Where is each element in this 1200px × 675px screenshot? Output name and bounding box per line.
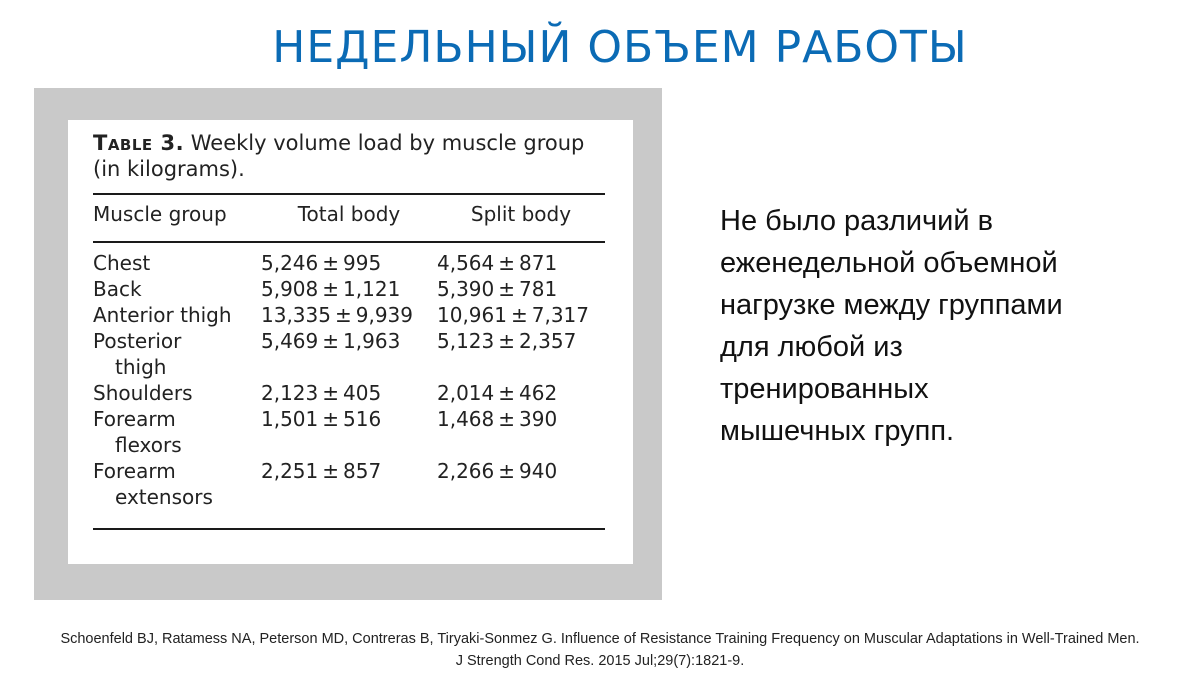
muscle-group-name: Chest xyxy=(93,251,151,275)
total-body-cell xyxy=(261,276,437,302)
plus-minus-symbol: ± xyxy=(322,459,340,483)
split-body-sd: 2,357 xyxy=(519,329,577,353)
total-body-cell xyxy=(261,406,437,458)
table-row xyxy=(93,234,605,276)
muscle-group-name-continued: thigh xyxy=(115,355,167,379)
conclusion-line: тренированных xyxy=(720,373,929,405)
muscle-group-cell xyxy=(93,406,261,458)
plus-minus-symbol: ± xyxy=(510,303,528,327)
split-body-mean: 5,390 xyxy=(437,277,495,301)
plus-minus-symbol: ± xyxy=(498,459,516,483)
total-body-mean: 5,908 xyxy=(261,277,319,301)
muscle-group-name: Posterior xyxy=(93,329,182,353)
table-row xyxy=(93,328,605,380)
split-body-cell xyxy=(437,380,605,406)
table-header-row xyxy=(93,202,605,234)
split-body-mean: 10,961 xyxy=(437,303,507,327)
total-body-mean: 5,469 xyxy=(261,329,319,353)
muscle-group-name: Forearm xyxy=(93,459,176,483)
header-total-body: Total body xyxy=(297,202,401,226)
split-body-sd: 871 xyxy=(519,251,558,275)
total-body-mean: 2,251 xyxy=(261,459,319,483)
table-row xyxy=(93,406,605,458)
total-body-sd: 405 xyxy=(343,381,382,405)
total-body-sd: 516 xyxy=(343,407,382,431)
volume-table xyxy=(93,202,605,510)
plus-minus-symbol: ± xyxy=(498,277,516,301)
conclusion-line: нагрузке между группами xyxy=(720,289,1063,321)
split-body-cell xyxy=(437,234,605,276)
total-body-cell xyxy=(261,458,437,510)
muscle-group-cell xyxy=(93,234,261,276)
plus-minus-symbol: ± xyxy=(322,381,340,405)
slide-title: НЕДЕЛЬНЫЙ ОБЪЕМ РАБОТЫ xyxy=(272,22,968,73)
split-body-mean: 2,266 xyxy=(437,459,495,483)
plus-minus-symbol: ± xyxy=(498,407,516,431)
conclusion-line: Не было различий в xyxy=(720,205,994,237)
total-body-cell xyxy=(261,234,437,276)
total-body-mean: 13,335 xyxy=(261,303,331,327)
muscle-group-cell xyxy=(93,276,261,302)
split-body-cell xyxy=(437,328,605,380)
muscle-group-cell xyxy=(93,302,261,328)
split-body-mean: 1,468 xyxy=(437,407,495,431)
table-row xyxy=(93,380,605,406)
muscle-group-name-continued: extensors xyxy=(115,485,213,509)
header-split-body: Split body xyxy=(470,202,572,226)
total-body-mean: 5,246 xyxy=(261,251,319,275)
conclusion-line: для любой из xyxy=(720,331,903,363)
total-body-mean: 1,501 xyxy=(261,407,319,431)
split-body-cell xyxy=(437,458,605,510)
total-body-sd: 9,939 xyxy=(355,303,414,327)
table-paper xyxy=(68,120,633,564)
split-body-mean: 5,123 xyxy=(437,329,495,353)
split-body-cell xyxy=(437,276,605,302)
total-body-sd: 857 xyxy=(343,459,382,483)
plus-minus-symbol: ± xyxy=(322,277,340,301)
split-body-sd: 781 xyxy=(519,277,558,301)
total-body-cell xyxy=(261,328,437,380)
muscle-group-name: Back xyxy=(93,277,142,301)
split-body-sd: 462 xyxy=(519,381,558,405)
plus-minus-symbol: ± xyxy=(322,329,340,353)
muscle-group-name-continued: flexors xyxy=(115,433,182,457)
muscle-group-cell xyxy=(93,328,261,380)
split-body-cell xyxy=(437,406,605,458)
table-bottom-rule xyxy=(93,528,605,530)
split-body-sd: 7,317 xyxy=(531,303,590,327)
muscle-group-name: Shoulders xyxy=(93,381,193,405)
muscle-group-name: Anterior thigh xyxy=(93,303,232,327)
table-image-frame xyxy=(34,88,662,600)
plus-minus-symbol: ± xyxy=(498,381,516,405)
total-body-mean: 2,123 xyxy=(261,381,319,405)
citation xyxy=(0,628,1200,672)
total-body-sd: 1,121 xyxy=(343,277,401,301)
conclusion-line: мышечных групп. xyxy=(720,415,955,447)
table-top-rule xyxy=(93,193,605,195)
plus-minus-symbol: ± xyxy=(322,251,340,275)
total-body-cell xyxy=(261,380,437,406)
plus-minus-symbol: ± xyxy=(498,251,516,275)
table-caption xyxy=(93,130,613,182)
table-row xyxy=(93,302,605,328)
split-body-sd: 390 xyxy=(519,407,558,431)
total-body-sd: 995 xyxy=(343,251,382,275)
muscle-group-name: Forearm xyxy=(93,407,176,431)
total-body-cell xyxy=(261,302,437,328)
muscle-group-cell xyxy=(93,380,261,406)
citation-line: Schoenfeld BJ, Ratamess NA, Peterson MD, Contreras B, Tiryaki-Sonmez G. Influence of Resistance Training Frequency on Muscular Adaptations in Well-Trained Men. xyxy=(60,631,1140,647)
plus-minus-symbol: ± xyxy=(322,407,340,431)
muscle-group-cell xyxy=(93,458,261,510)
table-body xyxy=(93,234,605,510)
conclusion-text xyxy=(720,200,1160,452)
table-row xyxy=(93,276,605,302)
split-body-mean: 2,014 xyxy=(437,381,495,405)
total-body-sd: 1,963 xyxy=(343,329,401,353)
table-caption-label: Table 3. xyxy=(93,131,185,155)
split-body-sd: 940 xyxy=(519,459,558,483)
header-muscle-group: Muscle group xyxy=(93,202,227,226)
split-body-cell xyxy=(437,302,605,328)
citation-line: J Strength Cond Res. 2015 Jul;29(7):1821-9. xyxy=(455,653,745,669)
table-row xyxy=(93,458,605,510)
plus-minus-symbol: ± xyxy=(498,329,516,353)
conclusion-line: еженедельной объемной xyxy=(720,247,1058,279)
table-caption-text: Weekly volume load by muscle group (in kilograms). xyxy=(93,131,585,181)
split-body-mean: 4,564 xyxy=(437,251,495,275)
plus-minus-symbol: ± xyxy=(334,303,352,327)
